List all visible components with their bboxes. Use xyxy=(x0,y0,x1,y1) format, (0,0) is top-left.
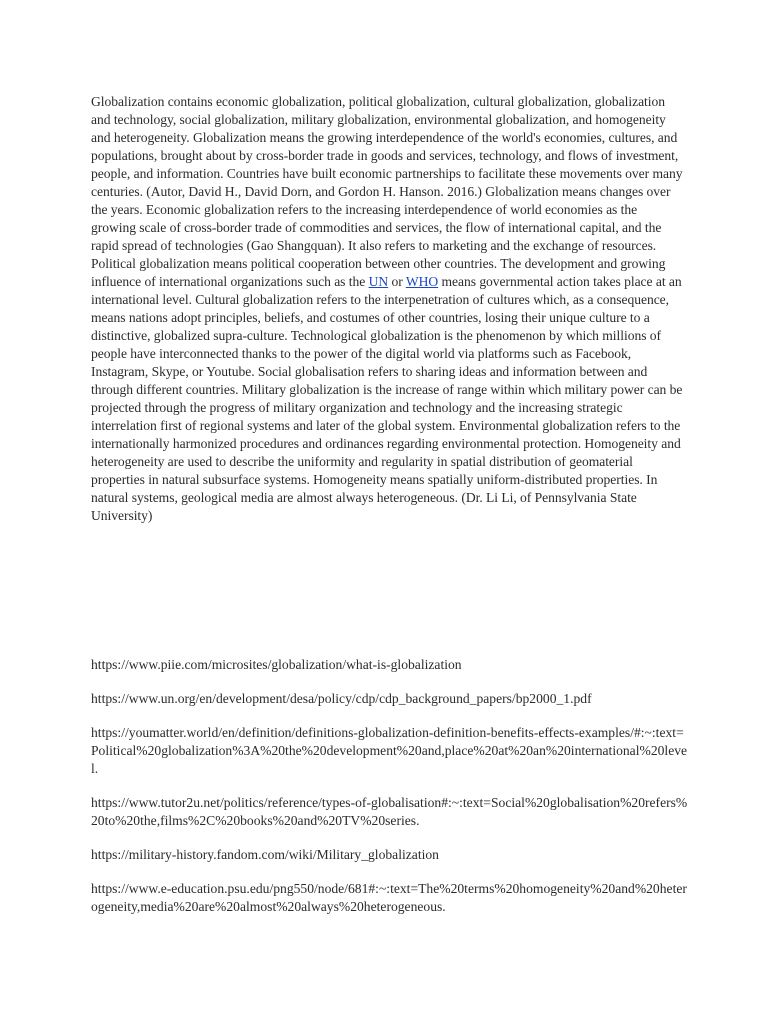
paragraph-text-part1: Globalization contains economic globalization, political globalization, cultural globalization, globalization and technology, social globalization, military globalization, environmental globalization, and homogeneity and heterogeneity. Globalization means the growing interdependence of the world's economies, cultures, and populations, brought about by cross-border trade in goods and services, technology, and flows of investment, people, and information. Countries have built economic partnerships to facilitate these movements over many centuries. (Autor, David H., David Dorn, and Gordon H. Hanson. 2016.) Globalization means changes over the years. Economic globalization refers to the increasing interdependence of world economies as the growing scale of cross-border trade of commodities and services, the flow of international capital, and the rapid spread of technologies (Gao Shangquan). It also refers to marketing and the exchange of resources. Political globalization means political cooperation between other countries. The development and growing influence of international organizations such as the xyxy=(91,94,683,289)
document-body xyxy=(91,93,683,525)
paragraph-text-part3: means governmental action takes place at an international level. Cultural globalization refers to the interpenetration of cultures which, as a consequence, means nations adopt principles, beliefs, and costumes of other countries, losing their unique culture to a distinctive, globalized supra-culture. Technological globalization is the phenomenon by which millions of people have interconnected thanks to the power of the digital world via platforms such as Facebook, Instagram, Skype, or Youtube. Social globalisation refers to sharing ideas and information between and through different countries. Military globalization is the increase of range within which military power can be projected through the progress of military organization and technology and the increasing strategic interrelation first of regional systems and later of the global system. Environmental globalization refers to the internationally harmonized procedures and ordinances regarding environmental protection. Homogeneity and heterogeneity are used to describe the uniformity and regularity in spatial distribution of geomaterial properties in natural subsurface systems. Homogeneity means spatially uniform-distributed properties. In natural systems, geological media are almost always heterogeneous. (Dr. Li Li, of Pennsylvania State University) xyxy=(91,274,683,523)
reference-item: https://www.tutor2u.net/politics/reference/types-of-globalisation#:~:text=Social%20globalisation%20refers%20to%20the,films%2C%20books%20and%20TV%20series. xyxy=(91,795,688,828)
references-list xyxy=(91,656,691,932)
reference-item: https://www.un.org/en/development/desa/policy/cdp/cdp_background_papers/bp2000_1.pdf xyxy=(91,691,592,706)
reference-item: https://www.piie.com/microsites/globalization/what-is-globalization xyxy=(91,657,462,672)
main-paragraph xyxy=(91,93,683,525)
who-link[interactable]: WHO xyxy=(405,274,439,289)
un-link[interactable]: UN xyxy=(368,274,389,289)
paragraph-text-part2: or xyxy=(388,274,406,289)
reference-item: https://youmatter.world/en/definition/definitions-globalization-definition-benefits-effects-examples/#:~:text=Political%20globalization%3A%20the%20development%20and,place%20at%20an%20international%20level. xyxy=(91,725,688,776)
reference-item: https://military-history.fandom.com/wiki/Military_globalization xyxy=(91,847,439,862)
reference-item: https://www.e-education.psu.edu/png550/node/681#:~:text=The%20terms%20homogeneity%20and%20heterogeneity,media%20are%20almost%20always%20heterogeneous. xyxy=(91,881,687,914)
